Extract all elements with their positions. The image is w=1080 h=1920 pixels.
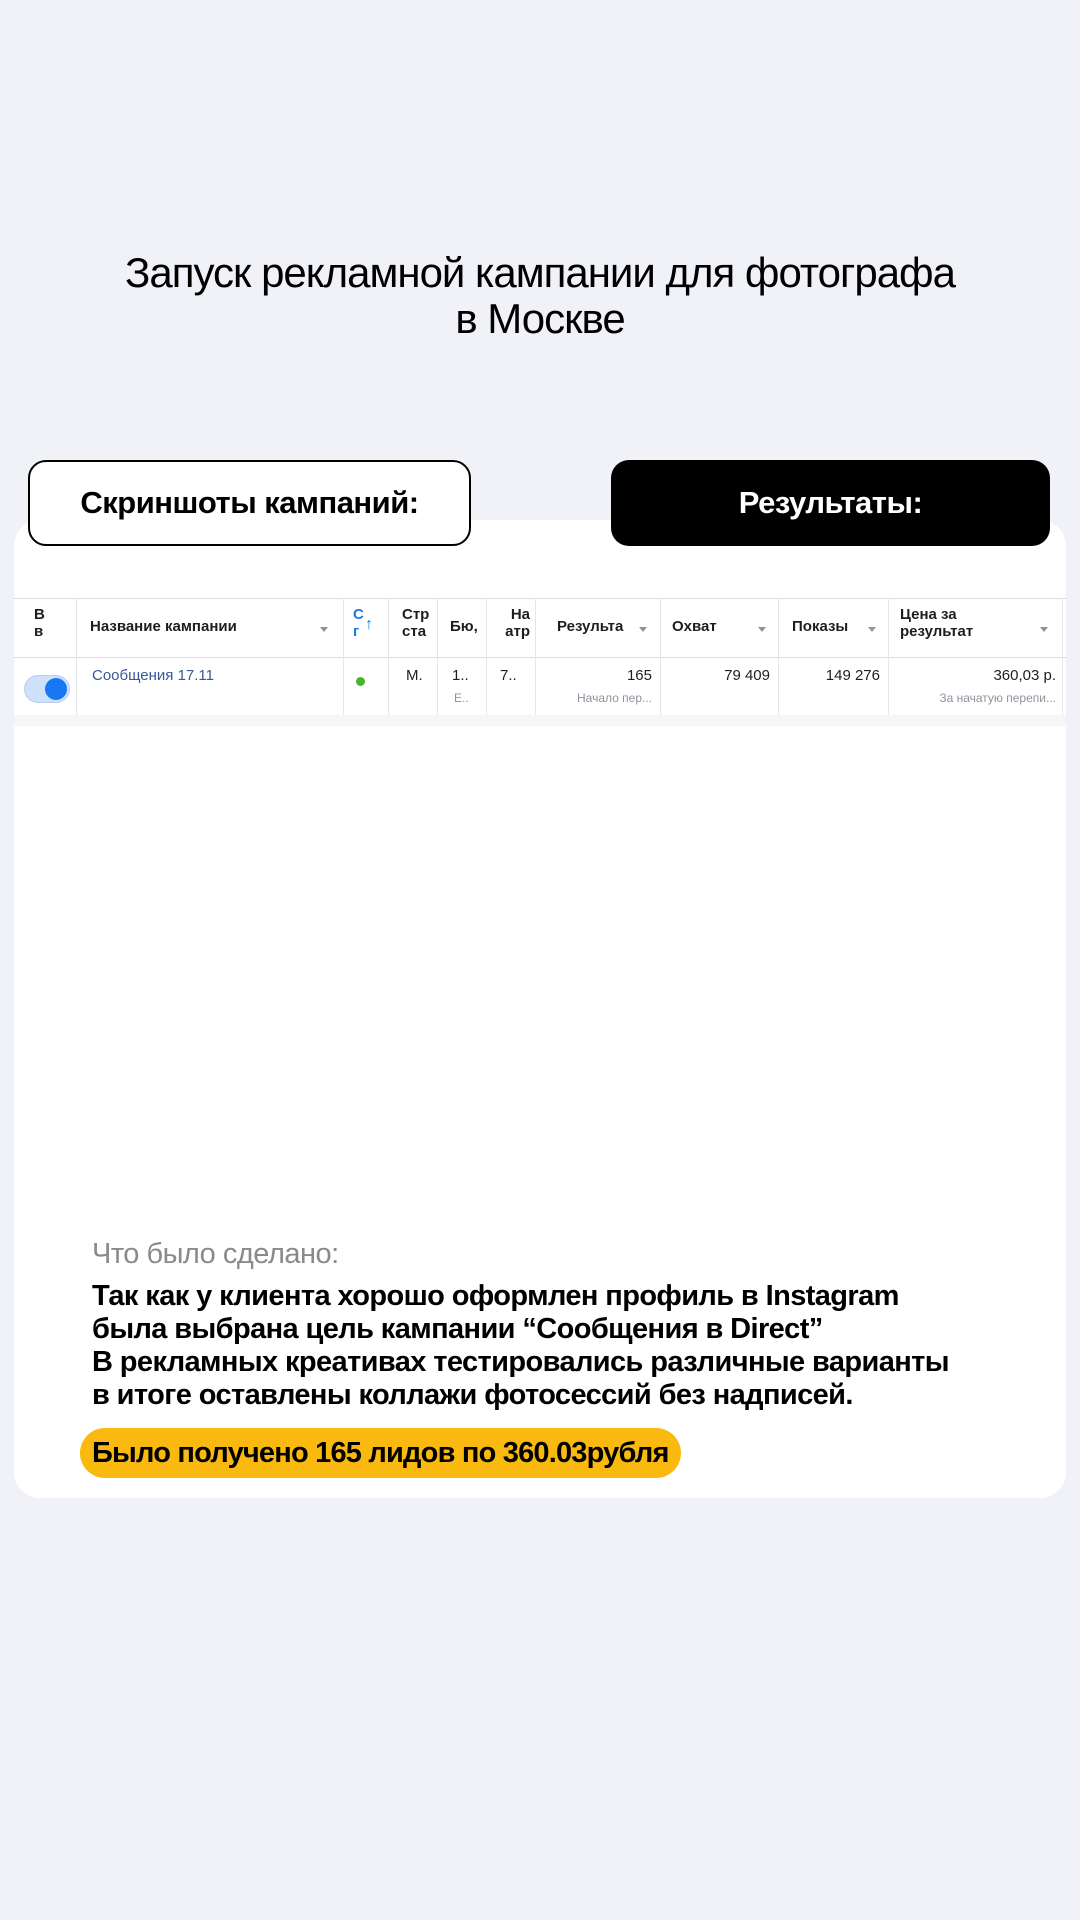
col-cost-line-1: Цена за [900, 606, 957, 623]
page-title [0, 250, 1080, 342]
col-budget[interactable]: Бю, [450, 618, 478, 635]
campaign-toggle[interactable] [24, 675, 70, 703]
col-reach[interactable]: Охват [672, 618, 717, 635]
sort-caret-icon [320, 627, 328, 632]
page-title-line-2: в Москве [455, 295, 625, 342]
cell-attribution: 7.. [500, 667, 517, 684]
table-row-cut [14, 715, 1066, 726]
campaign-table-screenshot [14, 598, 1066, 726]
sort-up-arrow-icon: ↑ [365, 616, 373, 633]
toggle-knob [45, 678, 67, 700]
cell-results: 165 [626, 667, 652, 684]
sort-caret-icon [1040, 627, 1048, 632]
cell-budget: 1.. [452, 667, 469, 684]
sort-caret-icon [868, 627, 876, 632]
cell-strategy: М. [406, 667, 423, 684]
page-title-line-1: Запуск рекламной кампании для фотографа [125, 249, 955, 296]
col-attribution[interactable]: На атр [505, 606, 530, 640]
cell-budget-sub: Е.. [454, 691, 469, 705]
result-badge: Было получено 165 лидов по 360.03рубля [80, 1428, 681, 1478]
col-cost-line-2: результат [900, 623, 974, 640]
col-delivery[interactable]: В в [34, 606, 45, 640]
cell-cost: 360,03 р. [993, 667, 1056, 684]
table-row [14, 659, 1066, 713]
sort-caret-icon [639, 627, 647, 632]
summary-line: В рекламных креативах тестировались различные варианты [92, 1346, 949, 1378]
cell-reach: 79 409 [724, 667, 770, 684]
col-status[interactable]: С г [353, 606, 364, 640]
summary-text [92, 1280, 992, 1412]
cell-results-sub: Начало пер... [577, 691, 652, 705]
col-strategy[interactable]: Стр ста [402, 606, 430, 640]
tab-campaign-screenshots[interactable]: Скриншоты кампаний: [28, 460, 471, 546]
sort-caret-icon [758, 627, 766, 632]
col-cost-per-result[interactable] [900, 606, 1040, 652]
col-impressions[interactable]: Показы [792, 618, 849, 635]
col-results[interactable]: Результа [557, 618, 624, 635]
active-status-dot [356, 677, 365, 686]
summary-line: была выбрана цель кампании “Сообщения в Direct” [92, 1313, 823, 1345]
summary-line: Так как у клиента хорошо оформлен профиль в Instagram [92, 1280, 899, 1312]
cell-impressions: 149 276 [825, 667, 880, 684]
summary-line: в итоге оставлены коллажи фотосессий без надписей. [92, 1379, 853, 1411]
cell-cost-sub: За начатую перепи... [939, 691, 1056, 705]
col-campaign-name[interactable]: Название кампании [90, 618, 237, 635]
tab-results[interactable]: Результаты: [611, 460, 1050, 546]
campaign-name-link[interactable]: Сообщения 17.11 [92, 667, 214, 684]
summary-heading: Что было сделано: [92, 1238, 339, 1270]
